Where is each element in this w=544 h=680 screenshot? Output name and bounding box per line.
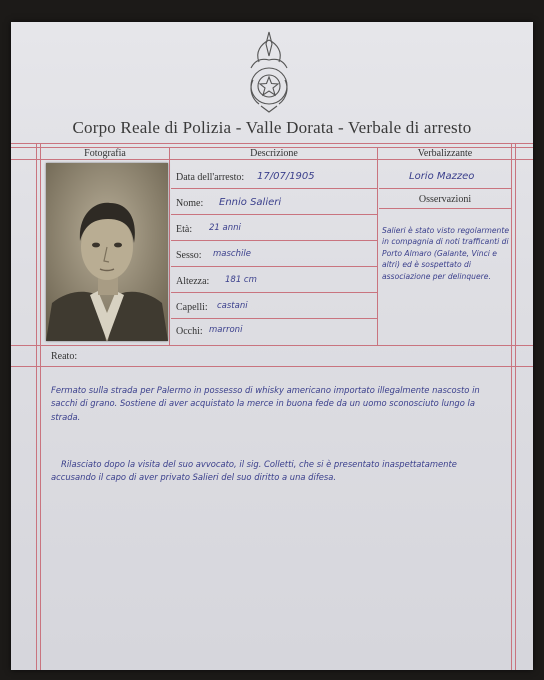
field-value-eyes: marroni [209,325,243,335]
crime-text-2: Rilasciato dopo la visita del suo avvocato, il sig. Colletti, che si è presentato inaspettatamente accusando il capo di aver privato Salieri del suo diritto a una difesa. [51,459,457,483]
field-label-eyes: Occhi: [176,326,203,337]
field-label-name: Nome: [176,198,204,209]
field-value-name: Ennio Salieri [219,197,282,208]
field-label-height: Altezza: [176,276,210,287]
left-margin-rule [36,143,37,670]
column-rule [377,147,378,345]
observations-text: Salieri è stato visto regolarmente in compagnia di noti trafficanti di Porto Almaro (Galante, Vinci e altri) ed è sospettato di associazione per delinquere. [382,226,509,281]
description-header: Descrizione [250,148,298,159]
photo-header: Fotografia [84,148,126,159]
top-rule [11,143,533,144]
document-title: Corpo Reale di Polizia - Valle Dorata - Verbale di arresto [72,118,472,137]
row-rule [171,266,377,267]
row-rule [171,240,377,241]
field-value-age: 21 anni [209,223,241,233]
field-label-age: Età: [176,224,193,235]
left-margin-rule-double [40,143,41,670]
officer-header: Verbalizzante [417,148,473,159]
header-rule [11,159,533,160]
royal-emblem-icon [241,30,297,114]
field-value-hair: castani [217,301,248,311]
row-rule [171,318,377,319]
field-label-hair: Capelli: [176,302,208,313]
right-margin-rule [511,143,512,670]
field-value-height: 181 cm [225,275,257,285]
arrest-report-sheet [11,22,533,670]
row-rule [171,214,377,215]
observations-header: Osservazioni [418,194,472,205]
row-rule [379,188,511,189]
field-label-sex: Sesso: [176,250,202,261]
row-rule [379,208,511,209]
crime-text-1: Fermato sulla strada per Palermo in possesso di whisky americano importato illegalmente nascosto in sacchi di grano. Sostiene di aver acquistato la merce in buona fede da un uomo sconosciuto lungo la strada. [51,385,480,422]
column-rule [169,147,170,345]
row-rule [171,188,377,189]
right-margin-rule-double [515,143,516,670]
crime-rule [11,366,533,367]
row-rule [171,292,377,293]
field-label-date: Data dell'arresto: [176,172,245,183]
table-bottom-rule [11,345,533,346]
field-value-sex: maschile [213,249,251,259]
crime-label: Reato: [51,351,78,362]
suspect-photo [46,163,168,341]
field-value-date: 17/07/1905 [257,171,315,182]
officer-name: Lorio Mazzeo [409,171,475,182]
